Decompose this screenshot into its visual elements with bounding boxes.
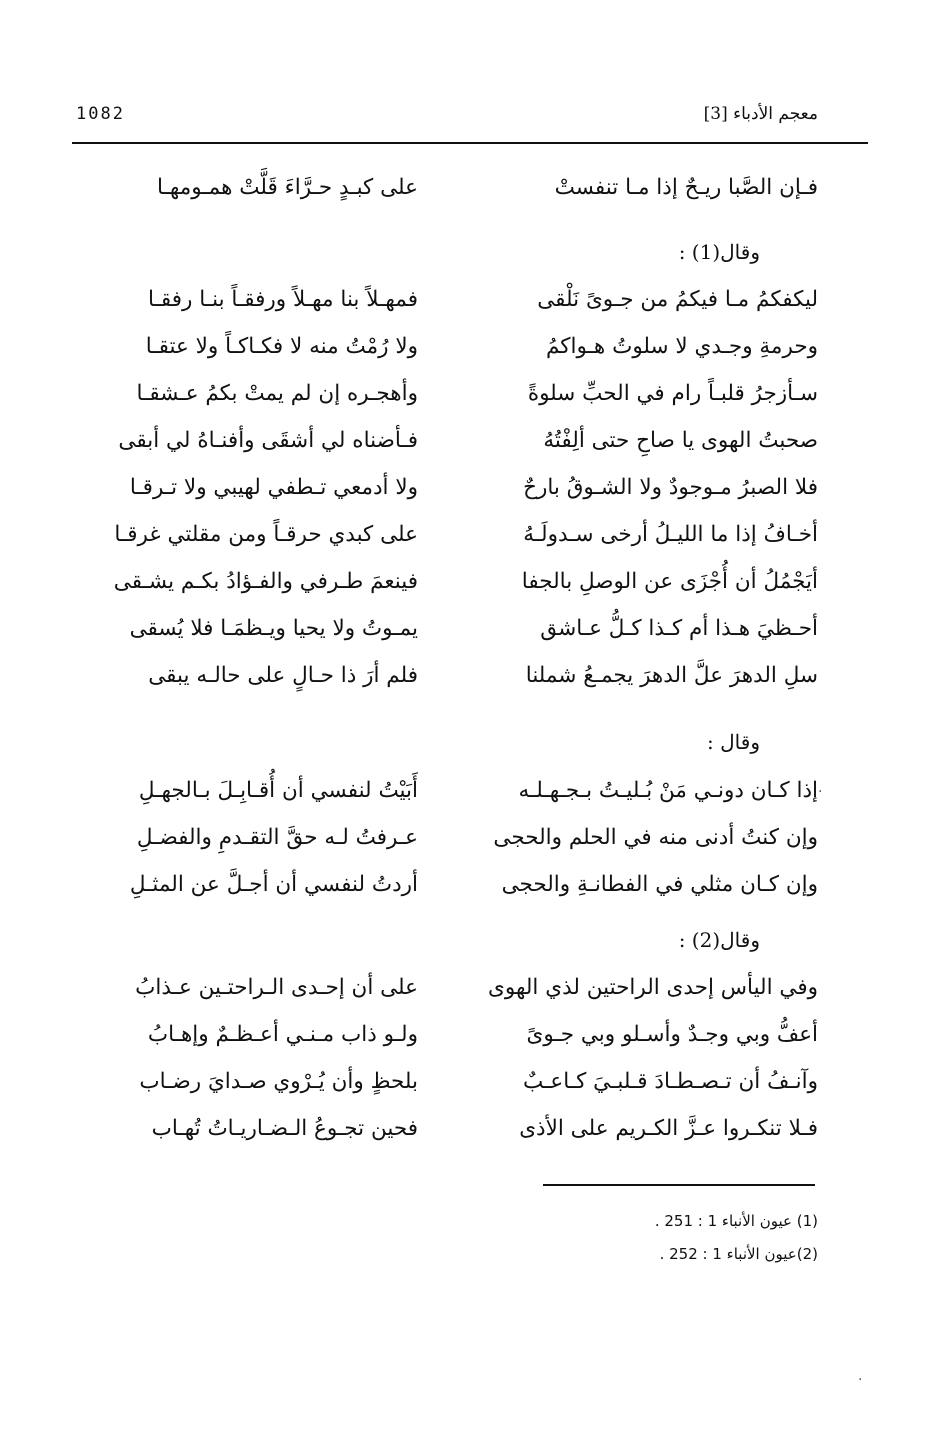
verse-second-hemistich: على أن إحـدى الـراحتـين عـذابُ <box>135 975 418 1000</box>
verse-first-hemistich: سـأزجرُ قلبـاً رام في الحبِّ سلوةً <box>527 381 818 406</box>
verse-first-hemistich: وآنـفُ أن تـصـطـادَ قـلبـيَ كـاعـبٌ <box>522 1069 818 1094</box>
verse-second-hemistich: بلحظٍ وأن يُـرْوي صـدايَ رضـاب <box>139 1069 418 1094</box>
verse-first-hemistich: أعفُّ وبي وجـدٌ وأسـلو وبي جـوىً <box>526 1022 818 1047</box>
verse-second-hemistich: فمهـلاً بنا مهـلاً ورفقـاً بنـا رفقـا <box>148 287 418 312</box>
section-heading: وقال(2) : <box>678 928 760 952</box>
verse-second-hemistich: عـرفتُ لـه حقَّ التقـدمِ والفضـلِ <box>136 825 418 850</box>
verse-second-hemistich: ولـو ذاب مـنـي أعـظـمٌ وإهـابُ <box>147 1022 418 1047</box>
verse-second-hemistich: ولا رُمْتُ منه لا فكـاكـاً ولا عتقـا <box>145 334 418 359</box>
verse-first-hemistich: وحرمةِ وجـدي لا سلوتُ هـواكمُ <box>545 334 818 359</box>
verse-second-hemistich: ولا أدمعي تـطفي لهيبي ولا تـرقـا <box>129 475 418 500</box>
verse-second-hemistich: وأهجـره إن لم يمتْ بكمُ عـشقـا <box>136 381 418 406</box>
verse-first-hemistich: سلِ الدهرَ علَّ الدهرَ يجمـعُ شملنا <box>525 663 818 688</box>
verse-first-hemistich: أحـظيَ هـذا أم كـذا كـلُّ عـاشق <box>540 616 818 641</box>
verse-first-hemistich: وفي اليأس إحدى الراحتين لذي الهوى <box>488 975 818 1000</box>
verse-first-hemistich: فلا الصبرُ مـوجودٌ ولا الشـوقُ بارحٌ <box>523 475 818 500</box>
verse-second-hemistich: على كبـدٍ حـرَّاءَ قَلَّتْ همـومهـا <box>156 175 418 200</box>
verse-second-hemistich: على كبدي حرقـاً ومن مقلتي غرقـا <box>114 522 418 547</box>
footnote: (1) عيون الأنباء 1 : 251 . <box>654 1212 818 1230</box>
footnote: (2)عيون الأنباء 1 : 252 . <box>659 1245 818 1263</box>
verse-first-hemistich: إذا كـان دونـي مَنْ بُـليـتُ بـجـهـلـه <box>518 778 818 803</box>
print-speck: · <box>858 1372 863 1388</box>
section-heading: وقال(1) : <box>678 240 760 264</box>
verse-first-hemistich: ليكفكمُ مـا فيكمُ من جـوىً نَلْقى <box>537 287 818 312</box>
section-heading: وقال : <box>707 730 760 754</box>
header-rule <box>72 142 868 144</box>
verse-first-hemistich: أخـافُ إذا ما الليـلُ أرخى سـدولَـهُ <box>523 522 818 547</box>
verse-second-hemistich: يمـوتُ ولا يحيا ويـظمَـا فلا يُسقى <box>129 616 418 641</box>
verse-second-hemistich: فينعمَ طـرفي والفـؤادُ بكـم يشـقى <box>113 569 418 594</box>
verse-second-hemistich: أَبَيْتُ لنفسي أن أُقـابِـلَ بـالجهـلِ <box>138 778 418 803</box>
print-speck: · <box>818 784 823 800</box>
verse-second-hemistich: فحين تجـوعُ الـضـاريـاتُ تُهـاب <box>151 1116 418 1141</box>
verse-first-hemistich: فـلا تنكـروا عـزَّ الكـريم على الأذى <box>519 1116 818 1141</box>
verse-first-hemistich: صحبتُ الهوى يا صاحِ حتى ألِفْتُهُ <box>543 428 818 453</box>
verse-second-hemistich: أردتُ لنفسي أن أجـلَّ عن المثـلِ <box>129 872 418 897</box>
page-number: 1082 <box>76 104 125 124</box>
verse-first-hemistich: وإن كنتُ أدنى منه في الحلم والحجى <box>493 825 818 850</box>
verse-second-hemistich: فلم أرَ ذا حـالٍ على حالـه يبقى <box>148 663 418 688</box>
verse-second-hemistich: فـأضناه لي أشقَى وأفنـاهُ لي أبقى <box>118 428 418 453</box>
running-title: معجم الأدباء [3] <box>703 104 818 124</box>
verse-first-hemistich: فـإن الصَّبا ريـحٌ إذا مـا تنفستْ <box>554 175 818 200</box>
verse-first-hemistich: وإن كـان مثلي في الفطانـةِ والحجى <box>501 872 818 897</box>
verse-first-hemistich: أيَجْمُلُ أن أُجْزَى عن الوصلِ بالجفا <box>521 569 818 594</box>
footnote-rule <box>543 1184 815 1186</box>
